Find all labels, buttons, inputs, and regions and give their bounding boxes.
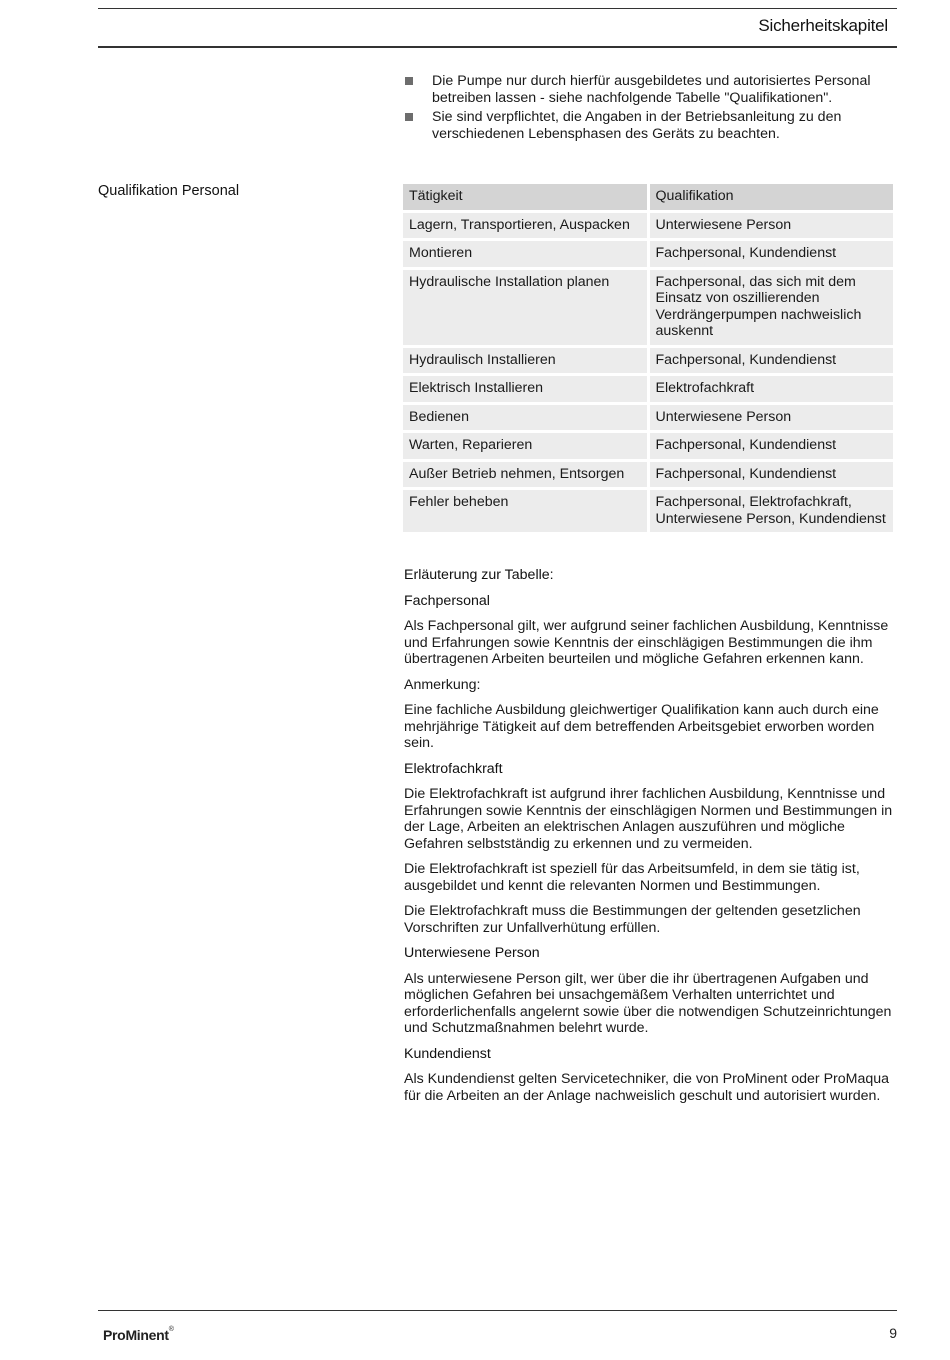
table-row (403, 490, 893, 532)
qualification-table (400, 181, 896, 535)
text-elektrofachkraft-3: Die Elektrofachkraft muss die Bestimmungen der geltenden gesetzlichen Vorschriften zur Unfallverhütung erfüllen. (404, 903, 861, 936)
anmerkung-text: Eine fachliche Ausbildung gleichwertiger Qualifikation kann auch durch eine mehrjährige Tätigkeit auf dem betreffenden Arbeitsgebiet erworben worden sein. (404, 702, 879, 751)
anmerkung-label: Anmerkung: (404, 676, 481, 693)
page-header-title: Sicherheitskapitel (758, 16, 888, 35)
heading-unterwiesene-person: Unterwiesene Person (404, 945, 540, 961)
column-header-activity: Tätigkeit (403, 184, 647, 210)
table-cell: Fehler beheben (403, 490, 647, 532)
text-elektrofachkraft-2: Die Elektrofachkraft ist speziell für das Arbeitsumfeld, in dem sie tätig ist, ausgebildet und kennt die relevanten Normen und Bestimmungen. (404, 861, 860, 894)
table-cell: Lagern, Transportieren, Auspacken (403, 213, 647, 239)
table-cell: Hydraulische Installation planen (403, 270, 647, 345)
table-cell: Warten, Reparieren (403, 433, 647, 459)
square-bullet-icon (405, 77, 413, 85)
table-explanation (404, 567, 896, 1113)
table-row (403, 348, 893, 374)
table-cell: Außer Betrieb nehmen, Entsorgen (403, 462, 647, 488)
table-row (403, 213, 893, 239)
table-cell: Elektrisch Installieren (403, 376, 647, 402)
list-item: Die Pumpe nur durch hierfür ausgebildetes und autorisiertes Personal betreiben lassen - siehe nachfolgende Tabelle "Qualifikationen". (404, 73, 900, 107)
table-row (403, 241, 893, 267)
table-cell: Bedienen (403, 405, 647, 431)
table-cell: Fachpersonal, Kundendienst (650, 433, 894, 459)
table-row (403, 462, 893, 488)
table-cell: Unterwiesene Person (650, 213, 894, 239)
table-cell: Fachpersonal, das sich mit dem Einsatz von oszillierenden Verdrängerpumpen nachweislich auskennt (650, 270, 894, 345)
header-top-rule (98, 8, 897, 9)
header-bottom-rule (98, 46, 897, 48)
table-cell: Hydraulisch Installieren (403, 348, 647, 374)
heading-kundendienst: Kundendienst (404, 1045, 491, 1062)
heading-fachpersonal: Fachpersonal (404, 592, 490, 609)
prominent-logo: ProMinent® (103, 1326, 174, 1343)
table-row (403, 376, 893, 402)
table-row (403, 405, 893, 431)
table-cell: Unterwiesene Person (650, 405, 894, 431)
table-header-row (403, 184, 893, 210)
explanation-title: Erläuterung zur Tabelle: (404, 567, 554, 583)
table-cell: Fachpersonal, Elektrofachkraft, Unterwiesene Person, Kundendienst (650, 490, 894, 532)
table-cell: Elektrofachkraft (650, 376, 894, 402)
table-cell: Fachpersonal, Kundendienst (650, 462, 894, 488)
table-cell: Fachpersonal, Kundendienst (650, 348, 894, 374)
section-side-label: Qualifikation Personal (98, 183, 240, 199)
heading-elektrofachkraft: Elektrofachkraft (404, 760, 503, 777)
footer-rule (98, 1310, 897, 1311)
table-cell: Montieren (403, 241, 647, 267)
column-header-qualification: Qualifikation (650, 184, 894, 210)
page-number: 9 (889, 1325, 897, 1341)
square-bullet-icon (405, 113, 413, 121)
text-unterwiesene-person: Als unterwiesene Person gilt, wer über die ihr übertragenen Aufgaben und möglichen Gefahren bei unsachgemäßem Verhalten unterrichtet und erforderlichenfalls angelernt sowie über die notwendigen Schutzeinrichtungen und Schutzmaßnahmen belehrt wurde. (404, 970, 892, 1036)
table-row (403, 270, 893, 345)
table-cell: Fachpersonal, Kundendienst (650, 241, 894, 267)
instruction-list (404, 73, 900, 145)
text-fachpersonal: Als Fachpersonal gilt, wer aufgrund seiner fachlichen Ausbildung, Kenntnisse und Erfahrungen sowie Kenntnis der einschlägigen Bestimmungen die ihm übertragenen Arbeiten beurteilen und mögliche Gefahren erkennen kann. (404, 618, 889, 667)
text-elektrofachkraft-1: Die Elektrofachkraft ist aufgrund ihrer fachlichen Ausbildung, Kenntnisse und Erfahrungen sowie Kenntnis der einschlägigen Normen und Bestimmungen in der Lage, Arbeiten an elektrischen Anlagen auszuführen und mögliche Gefahren selbstständig zu erkennen und zu vermeiden. (404, 786, 893, 852)
text-kundendienst: Als Kundendienst gelten Servicetechniker, die von ProMinent oder ProMaqua für die Arbeiten an der Anlage nachweislich geschult und autorisiert wurden. (404, 1071, 890, 1104)
table-row (403, 433, 893, 459)
list-item: Sie sind verpflichtet, die Angaben in der Betriebsanleitung zu den verschiedenen Lebensphasen des Geräts zu beachten. (404, 109, 900, 143)
